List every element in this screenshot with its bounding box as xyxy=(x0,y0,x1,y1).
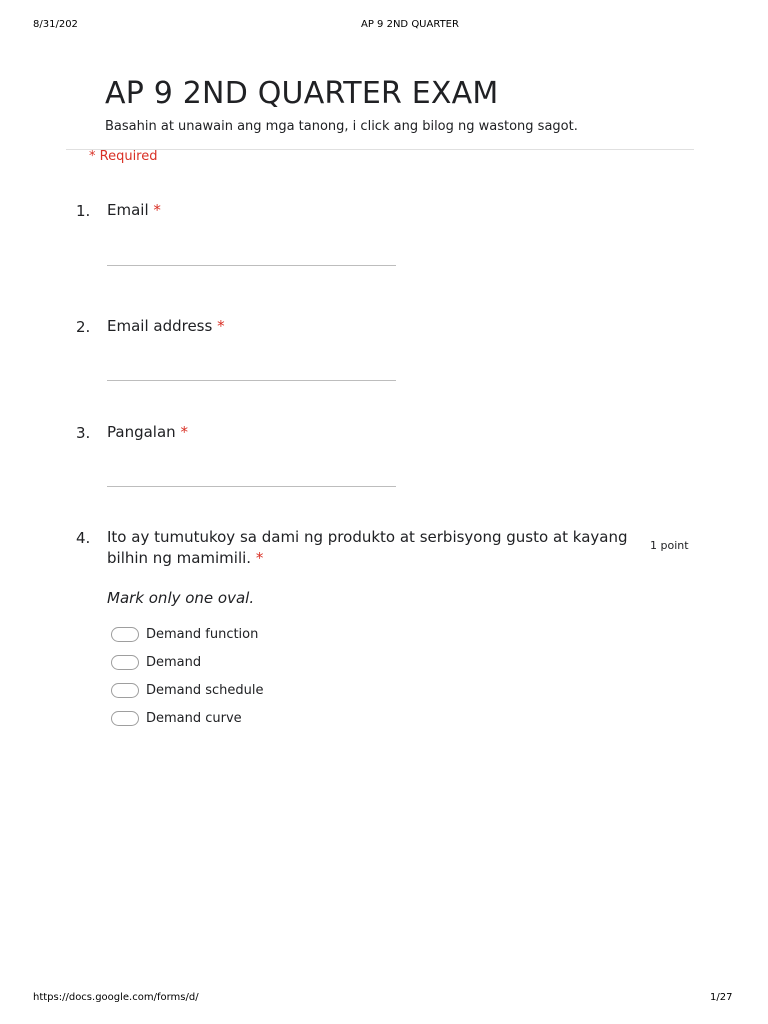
question-3-label xyxy=(107,422,188,443)
print-date: 8/31/202 xyxy=(33,19,78,30)
option-label: Demand curve xyxy=(146,711,242,726)
print-footer-url: https://docs.google.com/forms/d/ xyxy=(33,992,199,1003)
required-note: * Required xyxy=(89,149,158,164)
question-2-number: 2. xyxy=(76,318,91,336)
question-4-text-line-2-content: bilhin ng mamimili. xyxy=(107,549,252,567)
print-page-number: 1/27 xyxy=(710,992,733,1003)
radio-oval[interactable] xyxy=(111,655,139,670)
option-demand-function[interactable] xyxy=(111,627,258,642)
question-4-points: 1 point xyxy=(650,539,689,552)
option-label: Demand xyxy=(146,655,202,670)
question-3-text: Pangalan xyxy=(107,423,176,441)
question-2-text: Email address xyxy=(107,317,213,335)
form-description: Basahin at unawain ang mga tanong, i click ang bilog ng wastong sagot. xyxy=(105,119,578,134)
question-4-number: 4. xyxy=(76,529,91,547)
option-label: Demand schedule xyxy=(146,683,264,698)
option-demand-schedule[interactable] xyxy=(111,683,264,698)
required-asterisk: * xyxy=(217,317,225,335)
question-1-text: Email xyxy=(107,201,149,219)
radio-oval[interactable] xyxy=(111,683,139,698)
question-3-number: 3. xyxy=(76,424,91,442)
header-divider xyxy=(66,149,694,150)
option-demand-curve[interactable] xyxy=(111,711,242,726)
option-label: Demand function xyxy=(146,627,259,642)
question-2-label xyxy=(107,316,225,337)
email-field[interactable] xyxy=(107,265,396,266)
option-demand[interactable] xyxy=(111,655,201,670)
question-4-text-line-1: Ito ay tumutukoy sa dami ng produkto at serbisyong gusto at kayang xyxy=(107,528,628,546)
question-4-instruction: Mark only one oval. xyxy=(107,589,255,607)
required-asterisk: * xyxy=(255,549,264,567)
pangalan-field[interactable] xyxy=(107,486,396,487)
email-address-field[interactable] xyxy=(107,380,396,381)
required-asterisk: * xyxy=(153,201,161,219)
radio-oval[interactable] xyxy=(111,711,139,726)
required-asterisk: * xyxy=(180,423,188,441)
print-header-title: AP 9 2ND QUARTER xyxy=(361,19,459,30)
form-title: AP 9 2ND QUARTER EXAM xyxy=(105,76,499,111)
question-1-number: 1. xyxy=(76,202,91,220)
radio-oval[interactable] xyxy=(111,627,139,642)
question-4-label xyxy=(107,527,628,569)
question-4-text-line-2 xyxy=(107,548,628,569)
question-1-label xyxy=(107,200,161,221)
